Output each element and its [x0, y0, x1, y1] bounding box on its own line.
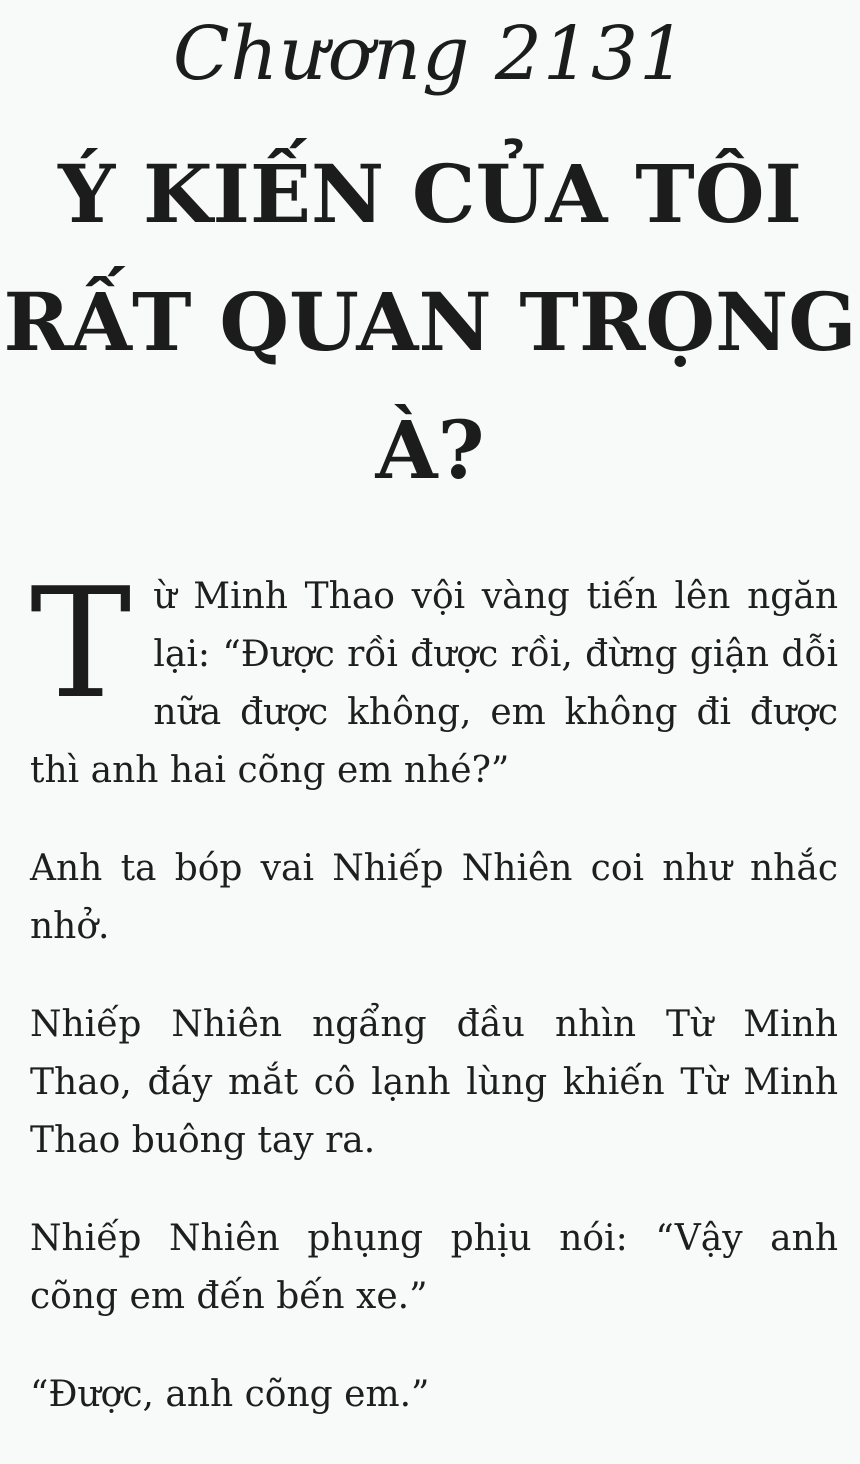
paragraph: Anh ta bóp vai Nhiếp Nhiên coi như nhắc nhở.: [30, 848, 838, 947]
drop-cap: T: [30, 555, 132, 732]
chapter-title-line: À?: [375, 403, 485, 497]
chapter-title-line: Ý KIẾN CỦA TÔI: [58, 147, 802, 241]
paragraph: [30, 555, 838, 800]
chapter-number: Chương 2131: [172, 11, 688, 97]
paragraph-text: ừ Minh Thao vội vàng tiến lên ngăn lại: “Được rồi được rồi, đừng giận dỗi nữa được không, em không đi được thì anh hai cõng em nhé?”: [30, 576, 838, 791]
chapter-title-line: RẤT QUAN TRỌNG: [3, 275, 857, 369]
chapter-body: [30, 555, 838, 1464]
paragraph: “Được, anh cõng em.”: [30, 1374, 430, 1415]
paragraph: Nhiếp Nhiên ngẩng đầu nhìn Từ Minh Thao, đáy mắt cô lạnh lùng khiến Từ Minh Thao buông tay ra.: [30, 1004, 838, 1161]
chapter-title: [0, 130, 860, 514]
paragraph: Nhiếp Nhiên phụng phịu nói: “Vậy anh cõng em đến bến xe.”: [30, 1218, 838, 1317]
